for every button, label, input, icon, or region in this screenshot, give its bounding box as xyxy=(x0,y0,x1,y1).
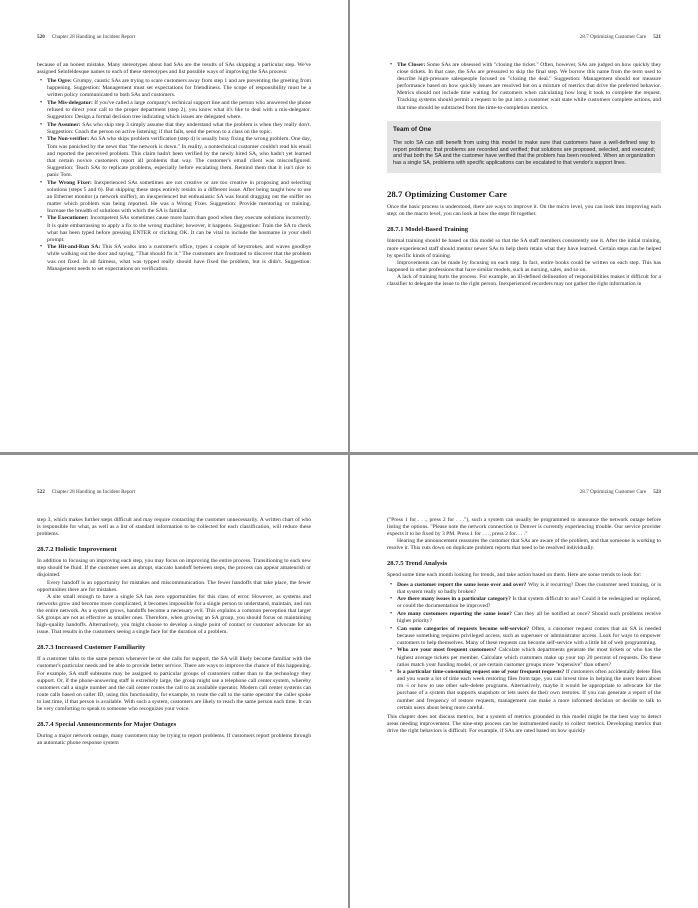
list-item xyxy=(397,626,661,647)
page-number: 523 xyxy=(653,489,661,495)
page-body xyxy=(387,517,661,735)
list-term: Who are your most frequent customers? xyxy=(397,647,497,654)
list-item xyxy=(47,244,311,272)
sidebar-text: The solo SA can still benefit from using this model to make sure that customers have a well-defined way to report problems; that problems are recorded and verified; that solutions are proposed, selected, and executed; and that both the SA and the customer have verified that the problem has been resolved. When an organization has a single SA, problems with specific applications can be escalated to that vendor's support lines. xyxy=(393,139,655,167)
paragraph: Internal training should be based on this model so that the SA staff members consistently use it. After the initial training, more experienced staff should mentor newer SAs to help them retain what they have learned. Certain steps can be helped by specific kinds of training. xyxy=(387,238,661,259)
page-520 xyxy=(0,0,348,452)
list-text: If customers often accidentally delete files and you waste a lot of time each week restoring files from tape, you can invest time in helping the users learn about rm -i or how to use other safe-delete programs. Alternatively, maybe it would be appropriate to advocate for the purchase of a system that supports snapshots or lets users do their own restores. If you can generate a report of the number and frequency of restore requests, management can make a more informed decision or decide to talk to certain users about being more careful. xyxy=(397,669,662,711)
stereotype-list xyxy=(37,78,311,273)
list-term: Is a particular time-consuming request one of your frequent requests? xyxy=(397,669,565,676)
list-item xyxy=(47,180,311,215)
list-item xyxy=(397,596,661,610)
list-term: Can some categories of requests become self-service? xyxy=(397,625,530,632)
section-heading: 28.7 Optimizing Customer Care xyxy=(387,189,507,200)
list-text: Can they all be notified at once? Should such problems receive higher priority? xyxy=(397,610,661,625)
list-item xyxy=(397,669,661,712)
paragraph: Once the basic process is understood, there are ways to improve it. On the micro level, you can look into improving each step; on the macro level, you can look at how the steps fit together. xyxy=(387,204,661,218)
running-head-text: Chapter 28 Handling an Incident Report xyxy=(51,34,136,40)
paragraph: During a major network outage, many customers may be trying to report problems. If customers report problems through an automatic phone response system xyxy=(37,733,311,747)
list-text: Incompetent SAs sometimes cause more harm than good when they execute solutions incorrectly. It is quite embarrassing to apply a fix to the wrong machine; however, it happens. Suggestion: Train the SA to check what has been typed before pressing ENTER or clicking OK. It can be vital to include the hostname in your shell prompt. xyxy=(47,215,311,243)
list-text: Is that system difficult to use? Could it be redesigned or replaced, or could the documentation be improved? xyxy=(397,596,661,610)
list-term: The Non-verifier: xyxy=(47,136,90,143)
trend-list xyxy=(387,582,661,712)
list-text: Grumpy, caustic SAs are trying to scare customers away from step 1 and are preventing the greeting from happening. Suggestion: Management must set expectations for friendliness. The scope of responsibility must be a written policy communicated to both SAs and customers. xyxy=(47,78,311,99)
list-term: Does a customer report the same issue over and over? xyxy=(397,581,527,588)
list-item xyxy=(47,100,311,121)
sidebar-box xyxy=(387,121,661,174)
list-item xyxy=(47,122,311,136)
list-item xyxy=(397,611,661,625)
list-item xyxy=(397,647,661,668)
running-head-text: 28.7 Optimizing Customer Care xyxy=(579,489,647,495)
paragraph: A site small enough to have a single SA has zero opportunities for this class of error. However, as systems and networks grow and become more complicated, it becomes impossible for a single person to understand, maintain, and run the entire network. As a system grows, handoffs become a necessary evil. This explains a common perception that larger SA groups are not as effective as smaller ones. Therefore, when growing an SA group, you should focus on maintaining high-quality handoffs. Alternatively, you might choose to develop a single point of contact or customer advocate for an issue. That results in the customers seeing a single face for the duration of a problem. xyxy=(37,593,311,636)
list-term: Are many customers reporting the same issue? xyxy=(397,610,512,617)
list-text: Inexperienced SAs sometimes are not creative or are too creative in proposing and selecting solutions (steps 5 and 6). But skipping these steps entirely results in a different issue. After being taught how to use an Ethernet monitor (a network sniffer), an inexperienced but enthusiastic SA was found dragging out the sniffer no matter which problem was being reported. He was a Wrong Fixer. Suggestion: Provide mentoring or training. Increase the breadth of solutions with which the SA is familiar. xyxy=(47,179,311,214)
page-number: 522 xyxy=(37,489,45,495)
paragraph: Every handoff is an opportunity for mistakes and miscommunication. The fewer handoffs that take place, the fewer opportunities there are for mistakes. xyxy=(37,579,311,593)
subsection-heading: 28.7.4 Special Announcements for Major Outages xyxy=(37,721,177,729)
list-term: The Wrong Fixer: xyxy=(47,179,92,186)
list-term: Are there many issues in a particular category? xyxy=(397,596,511,603)
paragraph: step 3, which makes further steps difficult and may require contacting the customer unnecessarily. A written chart of who is responsible for what, as well as a list of standard information to be collected for each classification, will reduce these problems. xyxy=(37,517,311,538)
subsection-heading: 28.7.3 Increased Customer Familiarity xyxy=(37,644,146,652)
paragraph: In addition to focusing on improving each step, you may focus on improving the entire process. Transitioning to each new step should be fluid. If the customer sees an abrupt, staccato handoff between steps, the process can appear amateurish or disjointed. xyxy=(37,558,311,579)
list-term: The Executioner: xyxy=(47,215,89,222)
list-text: SAs who skip step 3 simply assume that they understand what the problem is when they really don't. Suggestion: Coach the person on active listening; if that fails, send the person to a class on the topic. xyxy=(47,121,311,135)
paragraph: Hearing the announcement reassures the customer that SAs are aware of the problem, and that someone is working to resolve it. This cuts down on duplicate problem reports that need to be resolved individually. xyxy=(387,538,661,552)
subsection-heading: 28.7.1 Model-Based Training xyxy=(387,226,469,234)
running-header xyxy=(37,489,311,496)
running-header xyxy=(387,34,661,41)
running-header xyxy=(387,489,661,496)
paragraph: because of an honest mistake. Many stereotypes about bad SAs are the results of SAs skipping a particular step. We've assigned Seinfeldesque names to each of these stereotypes and list possible ways of improving the SAs process: xyxy=(37,62,311,76)
list-text: Why is it recurring? Does the customer need training, or is that system really so badly broken? xyxy=(397,581,661,595)
running-header xyxy=(37,34,311,41)
list-text: An SA who skips problem verification (step 4) is usually busy fixing the wrong problem. One day, Tom was panicked by the news that "the network is down." In reality, a nontechnical customer couldn't read his email and reported the perceived problem. This claim hadn't been verified by the newly hired SA, who hadn't yet learned that certain novice customers report all problems that way. The customer's email client was misconfigured. Suggestion: Teach SAs to replicate problems, especially before escalating them. Remind them that it isn't nice to panic Tom. xyxy=(47,136,311,178)
page-body xyxy=(37,517,311,747)
list-item xyxy=(47,215,311,243)
paragraph: A lack of training hurts the process. For example, an ill-defined delineation of responsibilities makes it difficult for a classifier to delegate the issue to the right person. Inexperienced recorders may not gather the right information in xyxy=(387,273,661,288)
list-item xyxy=(47,136,311,179)
paragraph: This chapter does not discuss metrics, but a system of metrics grounded in this model might be the best way to detect areas needing improvement. The nine-step process can be instrumented easily to collect metrics. Developing metrics that drive the right behaviors is difficult. For example, if SAs are rated based on how quickly xyxy=(387,713,661,734)
page-522 xyxy=(0,455,348,907)
running-head-text: Chapter 28 Handling an Incident Report xyxy=(51,489,136,495)
list-text: Calculate which departments generate the most tickets or who has the highest average tickets per member. Calculate which customers make up your top 20 percent of requests. Do these ratios match your funding model, or are certain customer groups more "expensive" than others? xyxy=(397,647,661,668)
subsection-heading: 28.7.5 Trend Analysis xyxy=(387,560,448,568)
page-body xyxy=(37,62,311,273)
list-term: The Closer: xyxy=(397,62,426,68)
running-head-text: 28.7 Optimizing Customer Care xyxy=(579,34,647,40)
page-523 xyxy=(350,455,698,907)
list-term: The Assumer: xyxy=(47,121,81,128)
page-521 xyxy=(350,0,698,452)
stereotype-list xyxy=(387,62,661,112)
subsection-heading: 28.7.2 Holistic Improvement xyxy=(37,546,117,554)
sidebar-title: Team of One xyxy=(393,125,432,133)
paragraph: Improvements can be made by focusing on each step. In fact, entire books could be written on each step. This has happened in other professions that have similar models, such as nursing, sales, and so on. xyxy=(387,259,661,273)
list-text: Often, a customer request comes that an SA is needed because something requires privileged access, such as superuser or administrator access. Look for ways to empower customers to help themselves. Many of these requests can become self-service with a little bit of web programming. xyxy=(397,625,661,646)
list-term: The Ogre: xyxy=(47,78,72,85)
list-text: This SA walks into a customer's office, types a couple of keystrokes, and waves goodbye while walking out the door and saying, "That should fix it." The customers are frustrated to discover that the problem was not fixed. In all fairness, what was typped really should have fixed the problem, but is didn't. Suggestion: Management needs to set expectations on verification. xyxy=(47,244,311,272)
list-text: Some SAs are obsessed with "closing the ticket." Often, however, SAs are judged on how quickly they close tickets. In that case, the SAs are pressured to skip the final step. We borrow this name from the term used to describe high-pressure salespeople focused on "closing the deal." Suggestion: Management should not measure performance based on how quickly issues are resolved but on a mixture of metrics that drive the preferred behavior. Metrics should not include time waiting for customers when calculating how long it took to complete the request. Tracking systems should permit a request to be put into a customer wait state while customers complete actions, and that time should be subtracted from the time-to-completion metrics. xyxy=(397,62,662,111)
paragraph: If a customer talks to the same person whenever he or she calls for support, the SA will likely become familiar with the customer's particular needs and be able to provide better service. There are ways to improve the chance of this happening. For example, SA staff subteams may be assigned to particular groups of customers rather than to the technology they support. Or, if the phone-answering staff is extremely large, the group might use a telephone call center system, whereby customers call a single number and the call center routes the call to an available operator. Modern call center systems can route calls based on caller ID, using this functionality, for example, to route the call to the same operator the caller spoke to last time, if that person is available. With such a system, customers are likely to reach the same person each time. It can be very comforting to speak to someone who recognizes your voice. xyxy=(37,656,311,712)
list-text: If you've called a large company's technical support line and the person who answered the phone refused to direct your call to the proper department (step 2), you know what it's like to deal with a mis-delegator. Suggestion: Design a formal decision tree indicating which issues are delegated where. xyxy=(47,99,312,121)
paragraph: Spend some time each month looking for trends, and take action based on them. Here are some trends to look for: xyxy=(387,572,642,579)
paragraph: ("Press 1 for . . ., press 2 for . . ."), such a system can usually be programmed to announce the network outage before listing the options. "Please note the network connection to Denver is currently experiencing trouble. Our service provider expects it to be fixed by 3 PM. Press 1 for . . ., press 2 for. . . ." xyxy=(387,517,661,538)
page-number: 520 xyxy=(37,34,45,40)
list-term: The Hit-and-Run SA: xyxy=(47,244,101,251)
page-body xyxy=(387,62,661,288)
page-number: 521 xyxy=(653,34,661,40)
list-item xyxy=(397,582,661,596)
list-item xyxy=(47,78,311,99)
list-term: The Mis-delegator: xyxy=(47,99,93,106)
list-item xyxy=(397,62,661,112)
